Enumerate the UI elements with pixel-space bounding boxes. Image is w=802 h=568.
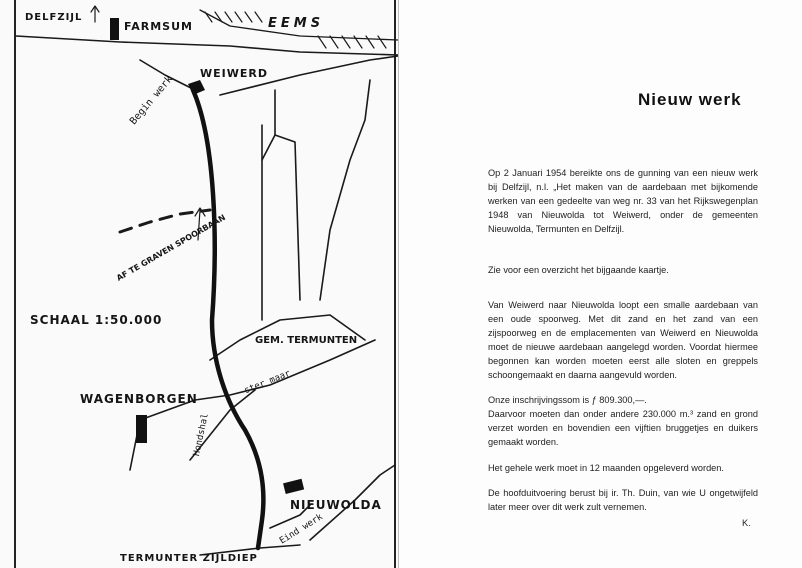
label-schaal: SCHAAL 1:50.000 [30, 313, 163, 327]
article-page [399, 0, 802, 568]
vertical-canal-2 [262, 90, 275, 160]
weiwerd-block [188, 80, 205, 95]
label-eems: EEMS [268, 16, 325, 31]
label-nieuwolda: NIEUWOLDA [290, 498, 382, 512]
paragraph-2: Zie voor een overzicht het bijgaande kaartje. [488, 265, 669, 275]
ditch-right [320, 80, 370, 300]
label-begin-werk: Begin werk [128, 73, 176, 128]
delfzijl-arrow [91, 6, 99, 22]
new-road [193, 90, 263, 548]
label-termunter-zijldiep: TERMUNTER ZIJLDIEP [120, 553, 258, 564]
dike-line [16, 36, 398, 55]
label-af-te-graven: AF TE GRAVEN SPOORBAAN [115, 212, 228, 283]
label-weiwerd: WEIWERD [200, 67, 268, 80]
map-drawing [0, 0, 398, 568]
paragraph-5: Daarvoor moeten dan onder andere 230.000 m.³ zand en grond verzet worden en bovendien een vijftien bruggetjes en duikers gemaakt worden. [488, 409, 758, 447]
paragraph-7: De hoofduitvoering berust bij ir. Th. Duin, van wie U ongetwijfeld later meer over dit werk zult vernemen. [488, 488, 758, 512]
label-farmsum: FARMSUM [124, 20, 193, 33]
paragraph-1: Op 2 Januari 1954 bereikte ons de gunning van een nieuw werk bij Delfzijl, n.l. „Het maken van de aardebaan met bijkomende werken van een gedeelte van weg nr. 33 van het Rijkswegenplan 1948 van Nieuwolda tot Weiwerd, onder de gemeenten Nieuwolda, Termunten en Delfzijl. [488, 168, 758, 234]
farmsum-block [110, 18, 119, 40]
label-eind-werk: Eind werk [278, 512, 325, 547]
wagenborgen-block [136, 415, 147, 443]
label-hondshalster-2: ster maar [243, 368, 292, 397]
label-hondshalster-1: Hondshal [192, 412, 211, 458]
label-delfzijl: DELFZIJL [25, 12, 83, 23]
vertical-canal-3 [275, 135, 300, 300]
paragraph-6: Het gehele werk moet in 12 maanden opgeleverd worden. [488, 463, 724, 473]
paragraph-3: Van Weiwerd naar Nieuwolda loopt een smalle aardebaan van een oude spoorweg. Met dit zand en het zand van een zijspoorweg en de emplacementen van Weiwerd en Nieuwolda moet de nieuwe aardebaan aangelegd worden. Voordat hiermee begonnen kan worden moeten eerst alle sloten en greppels schoongemaakt en daarna aangevuld worden. [488, 300, 758, 380]
map-page [0, 0, 399, 568]
article-title: Nieuw werk [638, 90, 742, 109]
label-gem-termunten: GEM. TERMUNTEN [255, 335, 358, 346]
nieuwolda-block [283, 479, 304, 494]
signature: K. [742, 518, 751, 528]
label-wagenborgen: WAGENBORGEN [80, 392, 198, 406]
paragraph-4: Onze inschrijvingssom is ƒ 809.300,—. [488, 395, 647, 405]
